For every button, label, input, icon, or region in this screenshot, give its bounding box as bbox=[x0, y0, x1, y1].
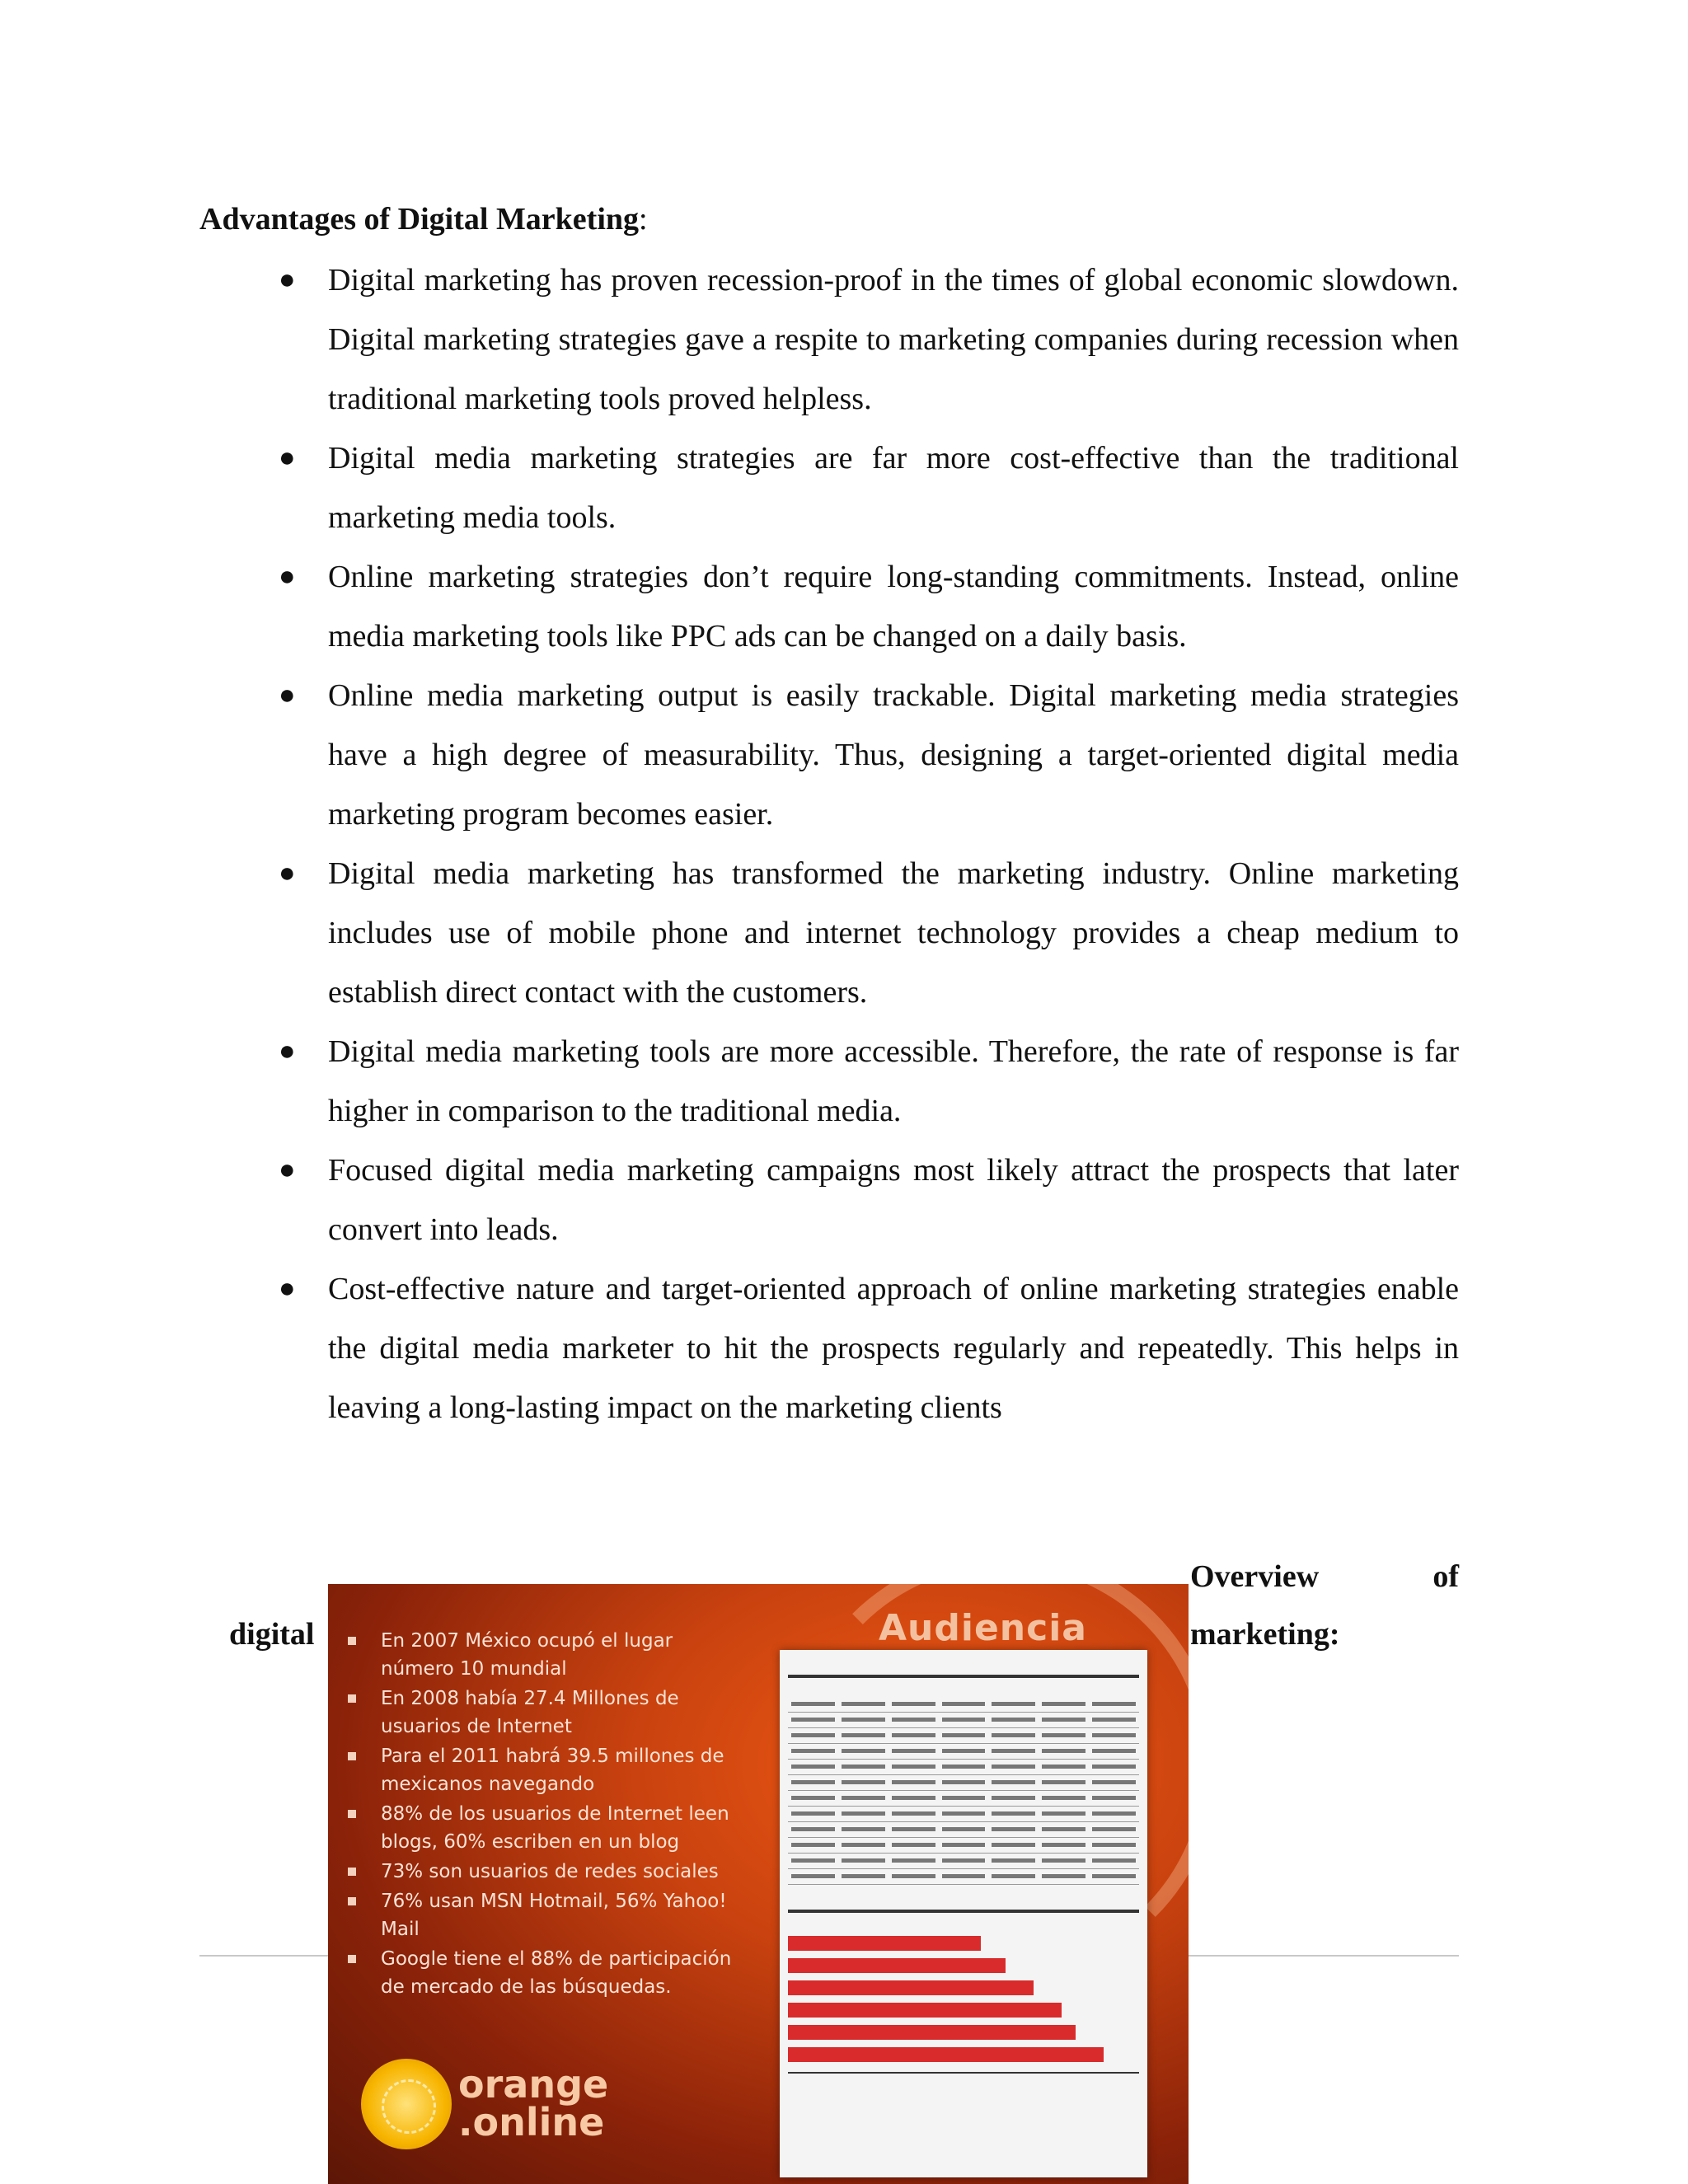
table-row bbox=[788, 1821, 1139, 1837]
table-cell bbox=[838, 1853, 889, 1868]
list-item-text: Cost-effective nature and target-oriented approach of online marketing strategies enable the digital media marketer to hit the prospects regularly and repeatedly. This helps in leaving a long-lasting impact on the marketing clients bbox=[328, 1272, 1459, 1425]
table-cell bbox=[1089, 1759, 1139, 1774]
cell-placeholder bbox=[1042, 1733, 1085, 1737]
cell-placeholder bbox=[892, 1702, 935, 1706]
table-cell bbox=[889, 1821, 939, 1837]
table-cell bbox=[838, 1821, 889, 1837]
list-item bbox=[272, 1141, 1459, 1259]
cell-placeholder bbox=[992, 1765, 1035, 1769]
bar-row bbox=[788, 1934, 1139, 1952]
cell-placeholder bbox=[791, 1733, 835, 1737]
table-row bbox=[788, 1837, 1139, 1853]
square-bullet-icon bbox=[348, 1752, 356, 1760]
cell-placeholder bbox=[1092, 1796, 1136, 1800]
table-cell bbox=[1039, 1790, 1089, 1806]
cell-placeholder bbox=[1042, 1749, 1085, 1753]
table-cell bbox=[788, 1727, 838, 1743]
cell-placeholder bbox=[791, 1780, 835, 1784]
audiencia-online-infographic bbox=[328, 1584, 1189, 2184]
table-cell bbox=[1039, 1774, 1089, 1790]
advantages-list bbox=[272, 251, 1459, 1437]
cell-placeholder bbox=[942, 1733, 986, 1737]
cell-placeholder bbox=[1092, 1765, 1136, 1769]
table-cell bbox=[838, 1837, 889, 1853]
cell-placeholder bbox=[992, 1780, 1035, 1784]
table-row bbox=[788, 1696, 1139, 1712]
table-cell bbox=[939, 1727, 989, 1743]
cell-placeholder bbox=[1092, 1874, 1136, 1878]
cell-placeholder bbox=[942, 1827, 986, 1831]
table-cell bbox=[838, 1727, 889, 1743]
table-cell bbox=[1089, 1868, 1139, 1884]
cell-placeholder bbox=[1092, 1718, 1136, 1722]
list-item bbox=[340, 1945, 752, 2001]
table-row bbox=[788, 1868, 1139, 1884]
bar-row bbox=[788, 2001, 1139, 2019]
table-cell bbox=[889, 1806, 939, 1821]
table-row bbox=[788, 1774, 1139, 1790]
square-bullet-icon bbox=[348, 1897, 356, 1905]
section-heading bbox=[199, 196, 648, 242]
panel-intro-blur bbox=[788, 1657, 1139, 1666]
table-cell bbox=[788, 1790, 838, 1806]
cell-placeholder bbox=[1042, 1765, 1085, 1769]
overview-word: Overview bbox=[1190, 1559, 1320, 1594]
table-cell bbox=[1089, 1821, 1139, 1837]
cell-placeholder bbox=[892, 1843, 935, 1847]
cell-placeholder bbox=[842, 1749, 885, 1753]
ranking-table-header bbox=[788, 1675, 1139, 1691]
table-cell bbox=[988, 1743, 1039, 1759]
table-cell bbox=[788, 1712, 838, 1727]
table-cell bbox=[939, 1837, 989, 1853]
cell-placeholder bbox=[1092, 1858, 1136, 1863]
cell-placeholder bbox=[842, 1843, 885, 1847]
table-cell bbox=[889, 1790, 939, 1806]
table-cell bbox=[889, 1727, 939, 1743]
table-cell bbox=[988, 1821, 1039, 1837]
table-cell bbox=[788, 1806, 838, 1821]
table-row bbox=[788, 1806, 1139, 1821]
cell-placeholder bbox=[842, 1874, 885, 1878]
table-cell bbox=[788, 1774, 838, 1790]
cell-placeholder bbox=[791, 1749, 835, 1753]
table-cell bbox=[988, 1759, 1039, 1774]
bar bbox=[788, 2047, 1104, 2062]
cell-placeholder bbox=[942, 1718, 986, 1722]
cell-placeholder bbox=[1092, 1749, 1136, 1753]
table-cell bbox=[788, 1853, 838, 1868]
cell-placeholder bbox=[842, 1796, 885, 1800]
table-cell bbox=[1039, 1712, 1089, 1727]
list-item bbox=[272, 251, 1459, 429]
stats-panel bbox=[780, 1650, 1147, 2177]
table-cell bbox=[1089, 1696, 1139, 1712]
cell-placeholder bbox=[892, 1827, 935, 1831]
table-cell bbox=[1039, 1868, 1089, 1884]
list-item bbox=[272, 1022, 1459, 1141]
table-cell bbox=[988, 1774, 1039, 1790]
table-cell bbox=[1039, 1727, 1089, 1743]
square-bullet-icon bbox=[348, 1637, 356, 1645]
overview-heading-right bbox=[1190, 1548, 1459, 1663]
cell-placeholder bbox=[791, 1702, 835, 1706]
table-cell bbox=[939, 1821, 989, 1837]
list-item bbox=[340, 1685, 752, 1741]
table-cell bbox=[1039, 1837, 1089, 1853]
cell-placeholder bbox=[892, 1796, 935, 1800]
cell-placeholder bbox=[942, 1858, 986, 1863]
table-cell bbox=[788, 1743, 838, 1759]
table-cell bbox=[1039, 1806, 1089, 1821]
overview-word: of bbox=[1432, 1559, 1459, 1594]
logo-line: .online bbox=[458, 2100, 605, 2144]
cell-placeholder bbox=[892, 1733, 935, 1737]
table-cell bbox=[889, 1712, 939, 1727]
fact-text: 73% son usuarios de redes sociales bbox=[381, 1861, 719, 1882]
table-cell bbox=[939, 1853, 989, 1868]
cell-placeholder bbox=[942, 1780, 986, 1784]
bar-row bbox=[788, 1979, 1139, 1997]
table-row bbox=[788, 1790, 1139, 1806]
overview-word: marketing: bbox=[1190, 1617, 1340, 1652]
table-cell bbox=[1089, 1743, 1139, 1759]
cell-placeholder bbox=[842, 1765, 885, 1769]
table-cell bbox=[1089, 1774, 1139, 1790]
cell-placeholder bbox=[992, 1843, 1035, 1847]
bar-chart-header bbox=[788, 1910, 1139, 1926]
cell-placeholder bbox=[942, 1874, 986, 1878]
cell-placeholder bbox=[842, 1702, 885, 1706]
table-cell bbox=[788, 1821, 838, 1837]
cell-placeholder bbox=[942, 1765, 986, 1769]
cell-placeholder bbox=[791, 1811, 835, 1816]
cell-placeholder bbox=[1092, 1780, 1136, 1784]
cell-placeholder bbox=[992, 1796, 1035, 1800]
table-cell bbox=[939, 1743, 989, 1759]
table-row bbox=[788, 1759, 1139, 1774]
table-cell bbox=[889, 1853, 939, 1868]
table-cell bbox=[838, 1868, 889, 1884]
table-cell bbox=[1039, 1743, 1089, 1759]
table-cell bbox=[788, 1696, 838, 1712]
cell-placeholder bbox=[992, 1858, 1035, 1863]
table-cell bbox=[1089, 1837, 1139, 1853]
square-bullet-icon bbox=[348, 1955, 356, 1963]
table-cell bbox=[939, 1759, 989, 1774]
overview-heading-left: digital bbox=[229, 1617, 315, 1652]
list-item bbox=[272, 429, 1459, 547]
cell-placeholder bbox=[1042, 1827, 1085, 1831]
list-item bbox=[340, 1627, 752, 1683]
table-cell bbox=[939, 1712, 989, 1727]
bullet-icon: ● bbox=[279, 1155, 296, 1185]
list-item-text: Focused digital media marketing campaigns most likely attract the prospects that later convert into leads. bbox=[328, 1153, 1459, 1247]
list-item-text: Digital media marketing strategies are far more cost-effective than the traditional marketing media tools. bbox=[328, 441, 1459, 535]
bar bbox=[788, 1958, 1006, 1973]
table-cell bbox=[1039, 1853, 1089, 1868]
heading-colon: : bbox=[639, 202, 648, 237]
cell-placeholder bbox=[892, 1858, 935, 1863]
infographic-title: Audiencia bbox=[879, 1607, 1087, 1649]
cell-placeholder bbox=[1042, 1811, 1085, 1816]
table-cell bbox=[838, 1712, 889, 1727]
bar bbox=[788, 2025, 1076, 2040]
cell-placeholder bbox=[892, 1765, 935, 1769]
cell-placeholder bbox=[1092, 1811, 1136, 1816]
logo-line: orange bbox=[458, 2062, 609, 2107]
table-cell bbox=[889, 1743, 939, 1759]
table-cell bbox=[838, 1806, 889, 1821]
table-cell bbox=[988, 1853, 1039, 1868]
bar-chart bbox=[788, 1934, 1139, 2064]
cell-placeholder bbox=[892, 1780, 935, 1784]
cell-placeholder bbox=[992, 1702, 1035, 1706]
list-item bbox=[340, 1742, 752, 1798]
bar-row bbox=[788, 2046, 1139, 2064]
bullet-icon: ● bbox=[279, 680, 296, 710]
cell-placeholder bbox=[992, 1827, 1035, 1831]
table-cell bbox=[838, 1790, 889, 1806]
table-cell bbox=[1089, 1790, 1139, 1806]
cell-placeholder bbox=[942, 1749, 986, 1753]
cell-placeholder bbox=[1042, 1796, 1085, 1800]
table-cell bbox=[838, 1743, 889, 1759]
table-cell bbox=[988, 1837, 1039, 1853]
fact-text: 88% de los usuarios de Internet leen blogs, 60% escriben en un blog bbox=[381, 1803, 729, 1853]
cell-placeholder bbox=[1042, 1718, 1085, 1722]
table-cell bbox=[939, 1790, 989, 1806]
table-cell bbox=[889, 1774, 939, 1790]
list-item bbox=[340, 1800, 752, 1856]
fact-text: Para el 2011 habrá 39.5 millones de mexicanos navegando bbox=[381, 1746, 724, 1795]
cell-placeholder bbox=[842, 1780, 885, 1784]
table-cell bbox=[939, 1696, 989, 1712]
square-bullet-icon bbox=[348, 1694, 356, 1703]
ranking-table bbox=[788, 1696, 1139, 1885]
bar bbox=[788, 2003, 1062, 2018]
cell-placeholder bbox=[992, 1749, 1035, 1753]
table-cell bbox=[1039, 1759, 1089, 1774]
cell-placeholder bbox=[942, 1811, 986, 1816]
list-item-text: Online media marketing output is easily trackable. Digital marketing media strategies have a high degree of measurability. Thus, designing a target-oriented digital media marketing program becomes easier. bbox=[328, 678, 1459, 832]
table-cell bbox=[788, 1868, 838, 1884]
cell-placeholder bbox=[791, 1765, 835, 1769]
list-item bbox=[272, 547, 1459, 666]
cell-placeholder bbox=[1092, 1702, 1136, 1706]
bullet-icon: ● bbox=[279, 265, 296, 295]
list-item-text: Digital media marketing has transformed the marketing industry. Online marketing includes use of mobile phone and internet technology provides a cheap medium to establish direct contact with the customers. bbox=[328, 856, 1459, 1010]
list-item-text: Digital marketing has proven recession-proof in the times of global economic slowdown. Digital marketing strategies gave a respite to marketing companies during recession when traditional marketing tools proved helpless. bbox=[328, 263, 1459, 416]
cell-placeholder bbox=[892, 1874, 935, 1878]
table-cell bbox=[889, 1868, 939, 1884]
list-item bbox=[272, 844, 1459, 1022]
table-cell bbox=[988, 1868, 1039, 1884]
cell-placeholder bbox=[992, 1874, 1035, 1878]
cell-placeholder bbox=[1042, 1843, 1085, 1847]
orange-logo-icon bbox=[361, 2059, 452, 2149]
table-row bbox=[788, 1727, 1139, 1743]
fact-text: 76% usan MSN Hotmail, 56% Yahoo! Mail bbox=[381, 1891, 727, 1940]
cell-placeholder bbox=[892, 1718, 935, 1722]
table-cell bbox=[1089, 1853, 1139, 1868]
cell-placeholder bbox=[842, 1827, 885, 1831]
table-cell bbox=[838, 1759, 889, 1774]
cell-placeholder bbox=[791, 1843, 835, 1847]
fact-text: En 2007 México ocupó el lugar número 10 mundial bbox=[381, 1630, 673, 1680]
bullet-icon: ● bbox=[279, 858, 296, 888]
bar bbox=[788, 1980, 1034, 1995]
table-cell bbox=[939, 1868, 989, 1884]
table-row bbox=[788, 1712, 1139, 1727]
cell-placeholder bbox=[1092, 1733, 1136, 1737]
cell-placeholder bbox=[791, 1858, 835, 1863]
cell-placeholder bbox=[892, 1749, 935, 1753]
cell-placeholder bbox=[791, 1874, 835, 1878]
cell-placeholder bbox=[1042, 1780, 1085, 1784]
list-item bbox=[272, 1259, 1459, 1437]
cell-placeholder bbox=[791, 1718, 835, 1722]
table-cell bbox=[788, 1759, 838, 1774]
table-cell bbox=[988, 1790, 1039, 1806]
table-cell bbox=[1089, 1806, 1139, 1821]
list-item bbox=[340, 1887, 752, 1943]
cell-placeholder bbox=[791, 1796, 835, 1800]
square-bullet-icon bbox=[348, 1868, 356, 1876]
panel-note bbox=[788, 2072, 1139, 2085]
bar-row bbox=[788, 2023, 1139, 2041]
fact-text: Google tiene el 88% de participación de mercado de las búsquedas. bbox=[381, 1948, 732, 1998]
table-cell bbox=[1089, 1712, 1139, 1727]
table-cell bbox=[1089, 1727, 1139, 1743]
cell-placeholder bbox=[791, 1827, 835, 1831]
heading-title: Advantages of Digital Marketing bbox=[199, 202, 640, 237]
table-row bbox=[788, 1853, 1139, 1868]
table-cell bbox=[988, 1712, 1039, 1727]
square-bullet-icon bbox=[348, 1810, 356, 1818]
cell-placeholder bbox=[942, 1843, 986, 1847]
cell-placeholder bbox=[1092, 1843, 1136, 1847]
table-cell bbox=[939, 1774, 989, 1790]
cell-placeholder bbox=[842, 1811, 885, 1816]
cell-placeholder bbox=[842, 1733, 885, 1737]
table-cell bbox=[939, 1806, 989, 1821]
cell-placeholder bbox=[992, 1811, 1035, 1816]
cell-placeholder bbox=[1042, 1858, 1085, 1863]
bullet-icon: ● bbox=[279, 561, 296, 592]
table-cell bbox=[988, 1696, 1039, 1712]
cell-placeholder bbox=[842, 1718, 885, 1722]
list-item-text: Digital media marketing tools are more accessible. Therefore, the rate of response is far higher in comparison to the traditional media. bbox=[328, 1034, 1459, 1128]
fact-text: En 2008 había 27.4 Millones de usuarios de Internet bbox=[381, 1688, 679, 1737]
table-cell bbox=[838, 1774, 889, 1790]
cell-placeholder bbox=[1042, 1702, 1085, 1706]
bullet-icon: ● bbox=[279, 1273, 296, 1304]
cell-placeholder bbox=[942, 1702, 986, 1706]
table-cell bbox=[1039, 1821, 1089, 1837]
cell-placeholder bbox=[1092, 1827, 1136, 1831]
table-cell bbox=[889, 1837, 939, 1853]
table-cell bbox=[889, 1696, 939, 1712]
cell-placeholder bbox=[842, 1858, 885, 1863]
logo-text bbox=[458, 2062, 609, 2144]
bar-row bbox=[788, 1957, 1139, 1975]
cell-placeholder bbox=[942, 1796, 986, 1800]
bullet-icon: ● bbox=[279, 443, 296, 473]
list-item-text: Online marketing strategies don’t require long-standing commitments. Instead, online media marketing tools like PPC ads can be changed on a daily basis. bbox=[328, 560, 1459, 654]
table-cell bbox=[788, 1837, 838, 1853]
cell-placeholder bbox=[892, 1811, 935, 1816]
table-cell bbox=[1039, 1696, 1089, 1712]
table-cell bbox=[988, 1727, 1039, 1743]
list-item bbox=[272, 666, 1459, 844]
cell-placeholder bbox=[992, 1718, 1035, 1722]
list-item bbox=[340, 1858, 752, 1886]
cell-placeholder bbox=[992, 1733, 1035, 1737]
table-row bbox=[788, 1743, 1139, 1759]
table-cell bbox=[988, 1806, 1039, 1821]
cell-placeholder bbox=[1042, 1874, 1085, 1878]
infographic-facts bbox=[340, 1627, 752, 2003]
bar bbox=[788, 1936, 981, 1951]
bullet-icon: ● bbox=[279, 1036, 296, 1066]
table-cell bbox=[889, 1759, 939, 1774]
table-cell bbox=[838, 1696, 889, 1712]
